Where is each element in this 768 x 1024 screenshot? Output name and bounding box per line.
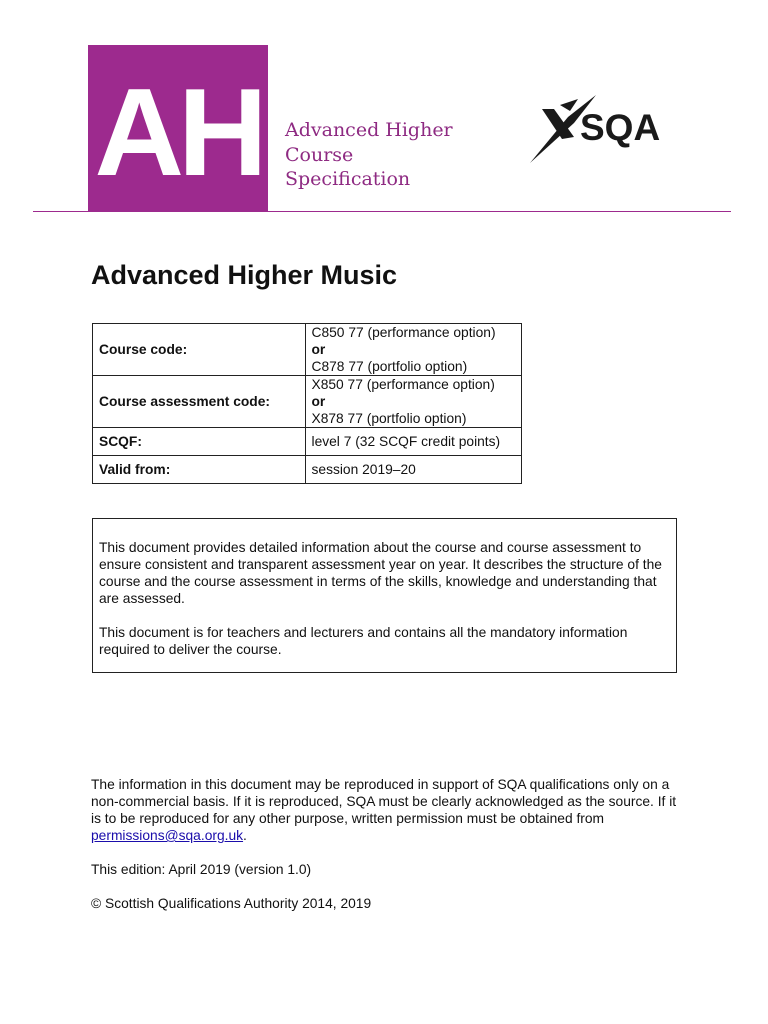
course-code-label: Course code: (93, 324, 306, 376)
table-row-assessment-code (93, 376, 522, 428)
valid-from-label: Valid from: (93, 456, 306, 484)
reproduction-notice (91, 776, 681, 844)
course-code-value (305, 324, 522, 376)
assessment-code-value (305, 376, 522, 428)
copyright-text: © Scottish Qualifications Authority 2014, 2019 (91, 896, 372, 911)
course-info-table (92, 323, 522, 484)
scqf-label: SCQF: (93, 428, 306, 456)
assessment-code-line-2: X878 77 (portfolio option) (311, 411, 467, 426)
assessment-code-line-1: X850 77 (performance option) (311, 377, 495, 392)
header-divider (33, 211, 731, 212)
purpose-paragraph-1: This document provides detailed information about the course and course assessment to ensure consistent and transparent assessment year on year. It describes the structure of the course and the course assessment in terms of the skills, knowledge and understanding that are assessed. (99, 540, 662, 606)
ah-badge (88, 45, 268, 211)
course-code-line-1: C850 77 (performance option) (311, 325, 496, 340)
course-specification-subtitle (285, 118, 453, 192)
subtitle-line-1: Advanced Higher (285, 119, 453, 141)
document-footer (91, 776, 681, 929)
reproduction-text: The information in this document may be reproduced in support of SQA qualifications only on a non-commercial basis. If it is reproduced, SQA must be clearly acknowledged as the source. If it is to be reproduced for any other purpose, written permission must be obtained from (91, 777, 677, 826)
sqa-logo-text: SQA (580, 107, 661, 148)
course-code-line-2: C878 77 (portfolio option) (311, 359, 468, 374)
ah-badge-letters: AH (94, 64, 262, 202)
reproduction-period: . (243, 828, 247, 843)
subtitle-line-2: Course (285, 143, 354, 166)
assessment-code-or: or (311, 394, 326, 409)
scqf-value: level 7 (32 SCQF credit points) (305, 428, 522, 456)
sqa-logo (530, 95, 676, 165)
table-row-course-code (93, 324, 522, 376)
subtitle-line-3: Specification (285, 168, 411, 190)
valid-from-value: session 2019–20 (305, 456, 522, 484)
table-row-scqf (93, 428, 522, 456)
purpose-paragraph-2: This document is for teachers and lecturers and contains all the mandatory information required to deliver the course. (99, 625, 628, 657)
edition-text: This edition: April 2019 (version 1.0) (91, 862, 312, 877)
table-row-valid-from (93, 456, 522, 484)
assessment-code-label: Course assessment code: (93, 376, 306, 428)
document-purpose-box (92, 518, 677, 673)
permissions-email-link[interactable]: permissions@sqa.org.uk (91, 828, 244, 843)
course-code-or: or (311, 342, 326, 357)
page-title: Advanced Higher Music (91, 260, 398, 290)
